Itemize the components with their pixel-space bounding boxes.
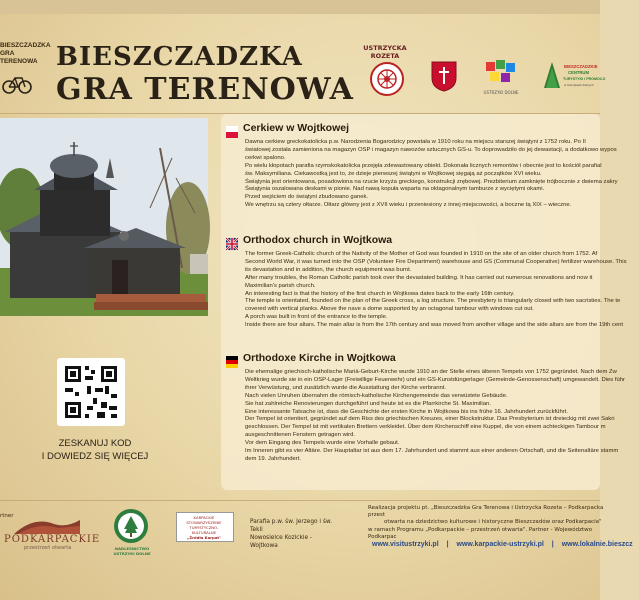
page-title-line1: BIESZCZADZKA bbox=[56, 42, 303, 72]
body-line: ihrer Verwüstung, und zusätzlich wurde die Ausstattung der Kirche verbrannt. bbox=[245, 384, 447, 391]
germany-flag-icon bbox=[226, 353, 238, 365]
puzzle-logo-label: USTRZYKI DOLNE bbox=[483, 90, 519, 95]
puzzle-logo-icon bbox=[484, 58, 518, 88]
body-line: After many troubles, the Roman Catholic parish took over the devastated building. It has carried out numerous renovations and now it bbox=[245, 274, 593, 281]
podkarpackie-subtitle: przestrzeń otwarta bbox=[24, 545, 72, 551]
project-line1: Realizacja projektu pt. „Bieszczadzka Gra Terenowa i Ustrzycka Rozeta – Podkarpacka przest bbox=[368, 505, 604, 519]
association-logo-text bbox=[178, 515, 230, 540]
project-line2: otwarta na dziedzictwo kulturowe i historyczne Bieszczadów oraz Podkarpacia" bbox=[384, 519, 602, 526]
body-line: Im Inneren gibt es vier Altäre. Der Hauptaltar ist aus dem 17. Jahrhundert und stammt aus einer anderen Ortschaft, und die Seitenaltäre stamm bbox=[245, 448, 619, 455]
brand-text-2: GRA bbox=[0, 50, 15, 57]
link-separator: | bbox=[446, 541, 449, 548]
podkarpackie-mountains-icon bbox=[14, 514, 80, 536]
podkarpackie-logo-text: PODKARPACKIE bbox=[4, 534, 101, 545]
project-line3: w ramach Programu „Podkarpackie – przestrzeń otwarta". Partner - Województwo Podkarpac bbox=[368, 526, 593, 540]
section-body bbox=[245, 139, 618, 210]
rosette-icon bbox=[372, 64, 402, 94]
body-line: Eine interessante Tatsache ist, dass die Geschichte der ersten Kirche in Wojtkowa bis ins frühe 16. Jahrhundert zurückführt. bbox=[245, 408, 568, 415]
section-german bbox=[221, 350, 626, 490]
link-separator: | bbox=[551, 541, 554, 548]
body-line: covered with vertical planks. Above the nave a dome supported by an octagonal tambour with windows cut out. bbox=[245, 306, 534, 313]
coat-of-arms-icon bbox=[430, 60, 458, 92]
body-line: Przed wejściem do świątyni zbudowano ganek. bbox=[245, 194, 369, 201]
parish-info bbox=[250, 518, 340, 550]
body-line: Świątynia jest orientowana, posadowiona na rzucie krzyża greckiego, konstrukcji zrębowej. Prezbiterium zamknięte trójbocznie z dwiema zakry bbox=[245, 178, 618, 185]
top-strip bbox=[0, 0, 600, 14]
text-panel bbox=[221, 114, 627, 490]
body-line: Dawna cerkiew greckokatolicka p.w. Narodzenia Bogarodzicy powstała w 1910 roku na miejscu starszej świątyni z 1752 roku. Po II bbox=[245, 139, 586, 145]
body-line: The temple is orientated, founded on the plan of the Greek cross, a log structure. The presbytery is triangularly closed with two sacristies. The te bbox=[245, 298, 621, 305]
section-title: Orthodoxe Kirche in Wojtkowa bbox=[243, 352, 396, 364]
forestry-caption bbox=[108, 546, 156, 556]
qr-code[interactable] bbox=[57, 358, 125, 426]
body-line: Der Tempel ist orientiert, gegründet auf dem Riss des griechischen Kreuzes, einer Blockstruktur. Das Presbyterium ist dreieckig mit zwei Sakri bbox=[245, 416, 615, 423]
association-text-2: TURYSTYCZNO-KULTURALNE bbox=[189, 525, 219, 535]
page-title-line2: GRA TERENOWA bbox=[56, 72, 354, 107]
tree-label-3: TURYSTYKI I PROMOCJI bbox=[563, 77, 606, 81]
brand-mark bbox=[0, 42, 51, 66]
body-line: Po wielu kłopotach parafia rzymskokatolicka przejęła zdewastowany obiekt. Dokonała licznych remontów i obecnie jest to kościół parafial bbox=[245, 162, 602, 169]
tree-label-2: CENTRUM bbox=[568, 70, 589, 75]
brand-text-3: TERENOWA bbox=[0, 58, 38, 65]
body-line: cerkwi spalono. bbox=[245, 154, 286, 161]
body-line: dem 19. Jahrhundert. bbox=[245, 455, 301, 462]
parish-line2: Nowosielce Kozickie - Wojtkowa bbox=[250, 535, 312, 549]
tree-logo-icon bbox=[542, 58, 606, 94]
qr-caption-line1: ZESKANUJ KOD bbox=[58, 438, 132, 449]
qr-caption-line2: I DOWIEDZ SIĘ WIĘCEJ bbox=[41, 451, 149, 462]
qr-code-icon bbox=[57, 358, 125, 426]
body-line: światowej została zamieniona na magazyn OSP i magazyn nawozów sztucznych GS-u. To doprowadziło do jej dewastacji, a dodatkowo wypos bbox=[245, 146, 617, 153]
section-title: Orthodox church in Wojtkowa bbox=[243, 234, 393, 246]
association-text-3: „Źródła Karpat" bbox=[186, 535, 222, 540]
section-body bbox=[245, 251, 627, 330]
link-karpackie-ustrzyki[interactable]: www.karpackie-ustrzyki.pl bbox=[456, 541, 544, 548]
poland-flag-icon bbox=[226, 123, 238, 135]
body-line: św. Maksymiliana. Ciekawostką jest to, że dzieje pierwszej świątyni w Wojtkowej sięgają aż początków XVI wieku. bbox=[245, 170, 542, 177]
body-line: Weltkrieg wurde sie in ein OSP-Lager (Freiwillige Feuerwehr) und ein GS-Kunstdüngerlager (Gemeinde-Genossenschaft) umgewandelt. Dies führ bbox=[245, 376, 626, 383]
section-polish bbox=[221, 120, 618, 230]
section-title: Cerkiew w Wojtkowej bbox=[243, 122, 349, 134]
tree-label-1: BIESZCZADZKIE bbox=[564, 64, 598, 69]
bicycle-icon bbox=[2, 72, 32, 94]
body-line: Nach vielen Unruhen übernahm die römisch-katholische Kirchengemeinde das verwüstete Gebäude. bbox=[245, 392, 508, 399]
forestry-logo bbox=[114, 509, 148, 543]
website-links bbox=[372, 541, 639, 548]
forestry-tree-icon bbox=[114, 509, 148, 543]
parish-line1: Parafia p.w. św. Jerzego i św. Tekli bbox=[250, 519, 332, 533]
link-visitustrzyki[interactable]: www.visitustrzyki.pl bbox=[372, 541, 439, 548]
ustrzycka-label-2: ROZETA bbox=[370, 52, 400, 60]
footer-divider bbox=[0, 500, 600, 501]
ustrzycka-label-1: USTRZYCKA bbox=[363, 44, 407, 52]
body-line: Sie hat zahlreiche Renovierungen durchgeführt und heute ist es die Pfarrkirche St. Maximilian. bbox=[245, 400, 491, 407]
forestry-caption-1: NADLEŚNICTWO bbox=[114, 546, 150, 551]
body-line: A porch was built in front of the entrance to the temple. bbox=[245, 314, 388, 321]
forestry-caption-2: USTRZYKI DOLNE bbox=[113, 551, 151, 556]
rosette-logo bbox=[370, 62, 404, 96]
association-text-1: KARPACKIE STOWARZYSZENIE bbox=[186, 515, 222, 525]
section-body bbox=[245, 369, 626, 464]
section-english bbox=[221, 232, 627, 350]
body-line: We wnętrzu są cztery ołtarze. Ołtarz główny jest z XVII wieku i przeniesiony z innej miejscowości, a boczne tą XIX – wieczne. bbox=[245, 202, 572, 209]
body-line: Vor dem Eingang des Tempels wurde eine Vorhalle gebaut. bbox=[245, 440, 400, 447]
body-line: its devastation and in addition, the church equipment was burnt. bbox=[245, 266, 412, 273]
body-line: The former Greek-Catholic church of the Nativity of the Mother of God was founded in 1910 on the site of an older church from 1752. Af bbox=[245, 251, 598, 257]
link-lokalnie-bieszczady[interactable]: www.lokalnie.bieszcz bbox=[561, 541, 633, 548]
church-photo bbox=[0, 118, 208, 316]
ustrzycka-rozeta-label bbox=[360, 44, 410, 60]
brand-text-1: BIESZCZADZKA bbox=[0, 42, 51, 49]
body-line: Second World War, it was turned into the OSP (Volunteer Fire Department) warehouse and GS (Communal Cooperative) fertilizer warehouse. This bbox=[245, 258, 627, 265]
qr-caption bbox=[20, 437, 170, 463]
uk-flag-icon bbox=[226, 235, 238, 247]
body-line: An interesting fact is that the history of the first church in Wojtkowa dates back to the early 16th century. bbox=[245, 290, 515, 297]
partner-label: rtner bbox=[0, 513, 14, 519]
body-line: Die ehemalige griechisch-katholische Mariä-Geburt-Kirche wurde 1910 an der Stelle eines älteren Tempels von 1752 gegründet. Nach dem Zw bbox=[245, 369, 617, 375]
body-line: Maximilian's parish church. bbox=[245, 282, 316, 289]
body-line: Inside there are four altars. The main altar is from the 17th century and was moved from another village and the side altars are from the 19th cent bbox=[245, 322, 624, 329]
body-line: ausgeschnittenen Fenstern getragen wird. bbox=[245, 432, 356, 439]
tree-label-4: w Ustrzykach Dolnych bbox=[564, 83, 594, 87]
project-info bbox=[368, 505, 608, 541]
body-line: Świątynia oszalowana deskami w pionie. Nad nawą kopuła wsparta na oktagonalnym tamburze z wyciętymi okami. bbox=[245, 186, 545, 193]
body-line: geschlossen. Der Tempel ist mit vertikalen Brettern verkleidet. Über dem Kirchenschiff eine Kuppel, die von einem achteckigen Tambour m bbox=[245, 424, 606, 431]
